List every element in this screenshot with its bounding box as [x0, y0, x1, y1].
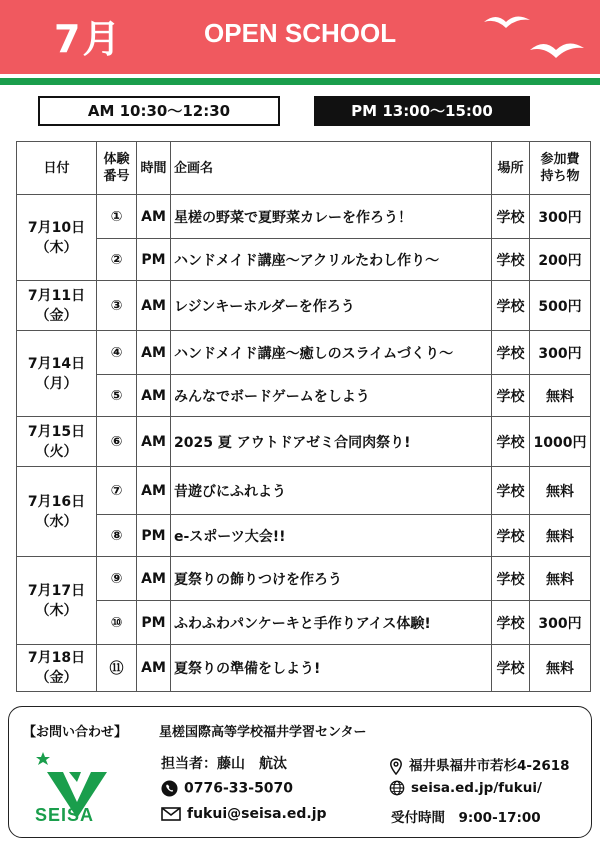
schedule-table: [16, 141, 591, 692]
name-cell: ふわふわパンケーキと手作りアイス体験!: [171, 601, 492, 645]
number-cell: ⑨: [97, 557, 137, 601]
header-fee: 参加費 持ち物: [530, 142, 591, 195]
name-cell: ハンドメイド講座～癒しのスライムづくり～: [171, 331, 492, 375]
name-cell: e-スポーツ大会!!: [171, 515, 492, 557]
date-cell: 7月11日 （金）: [17, 281, 97, 331]
seagulls-icon: [478, 8, 588, 66]
globe-icon: [389, 780, 405, 796]
date-cell: 7月14日 （月）: [17, 331, 97, 417]
number-cell: ④: [97, 331, 137, 375]
fee-cell: 1000円: [530, 417, 591, 467]
website[interactable]: seisa.ed.jp/fukui/: [389, 780, 542, 796]
time-cell: PM: [137, 601, 171, 645]
date-cell: 7月16日 （水）: [17, 467, 97, 557]
name-cell: 2025 夏 アウトドアゼミ合同肉祭り!: [171, 417, 492, 467]
date-cell: 7月17日 （木）: [17, 557, 97, 645]
location-pin-icon: [389, 758, 403, 775]
fee-cell: 200円: [530, 239, 591, 281]
number-cell: ⑪: [97, 645, 137, 692]
phone-icon: [161, 780, 178, 797]
name-cell: ハンドメイド講座～アクリルたわし作り～: [171, 239, 492, 281]
number-cell: ①: [97, 195, 137, 239]
table-row: [17, 417, 591, 467]
fee-cell: 500円: [530, 281, 591, 331]
time-cell: AM: [137, 645, 171, 692]
number-cell: ⑧: [97, 515, 137, 557]
header-time: 時間: [137, 142, 171, 195]
number-cell: ③: [97, 281, 137, 331]
name-cell: 星槎の野菜で夏野菜カレーを作ろう！: [171, 195, 492, 239]
date-cell: 7月18日 （金）: [17, 645, 97, 692]
time-cell: AM: [137, 331, 171, 375]
organization-name: 星槎国際高等学校福井学習センター: [159, 725, 367, 740]
number-cell: ②: [97, 239, 137, 281]
time-cell: AM: [137, 417, 171, 467]
header-date: 日付: [17, 142, 97, 195]
header-stripe-green: [0, 78, 600, 85]
month-label: 7月: [54, 17, 123, 61]
page-title: OPEN SCHOOL: [204, 18, 397, 48]
fee-cell: 300円: [530, 601, 591, 645]
name-cell: 昔遊びにふれよう: [171, 467, 492, 515]
time-cell: PM: [137, 515, 171, 557]
time-cell: PM: [137, 239, 171, 281]
table-row: [17, 281, 591, 331]
number-cell: ⑤: [97, 375, 137, 417]
table-row: [17, 515, 591, 557]
time-cell: AM: [137, 375, 171, 417]
place-cell: 学校: [492, 417, 530, 467]
fee-cell: 無料: [530, 645, 591, 692]
table-row: [17, 239, 591, 281]
fee-cell: 300円: [530, 331, 591, 375]
place-cell: 学校: [492, 195, 530, 239]
fee-cell: 無料: [530, 515, 591, 557]
number-cell: ⑥: [97, 417, 137, 467]
fee-cell: 300円: [530, 195, 591, 239]
contact-box: [8, 706, 592, 838]
fee-cell: 無料: [530, 375, 591, 417]
place-cell: 学校: [492, 281, 530, 331]
contact-label: 【お問い合わせ】: [23, 725, 128, 740]
am-session-time: AM 10:30～12:30: [38, 96, 280, 126]
place-cell: 学校: [492, 645, 530, 692]
table-row: [17, 195, 591, 239]
place-cell: 学校: [492, 375, 530, 417]
header-banner: [0, 0, 600, 74]
header-number: 体験 番号: [97, 142, 137, 195]
table-row: [17, 467, 591, 515]
mail-icon: [161, 807, 181, 821]
time-cell: AM: [137, 467, 171, 515]
header-place: 場所: [492, 142, 530, 195]
name-cell: レジンキーホルダーを作ろう: [171, 281, 492, 331]
table-row: [17, 645, 591, 692]
time-cell: AM: [137, 557, 171, 601]
place-cell: 学校: [492, 331, 530, 375]
logo-text: SEISA: [35, 805, 95, 825]
name-cell: 夏祭りの飾りつけを作ろう: [171, 557, 492, 601]
fee-cell: 無料: [530, 467, 591, 515]
name-cell: 夏祭りの準備をしよう!: [171, 645, 492, 692]
place-cell: 学校: [492, 239, 530, 281]
reception-hours: 受付時間 9:00-17:00: [391, 810, 541, 826]
time-cell: AM: [137, 195, 171, 239]
place-cell: 学校: [492, 515, 530, 557]
table-header-row: [17, 142, 591, 195]
table-row: [17, 601, 591, 645]
table-row: [17, 375, 591, 417]
contact-person: 担当者：藤山 航汰: [161, 756, 287, 772]
address: 福井県福井市若杉4-2618: [389, 754, 570, 775]
time-cell: AM: [137, 281, 171, 331]
phone: 0776-33-5070: [161, 780, 293, 797]
header-name: 企画名: [171, 142, 492, 195]
table-row: [17, 557, 591, 601]
number-cell: ⑩: [97, 601, 137, 645]
place-cell: 学校: [492, 601, 530, 645]
email[interactable]: fukui@seisa.ed.jp: [161, 806, 327, 822]
date-cell: 7月10日 （木）: [17, 195, 97, 281]
table-row: [17, 331, 591, 375]
place-cell: 学校: [492, 557, 530, 601]
fee-cell: 無料: [530, 557, 591, 601]
date-cell: 7月15日 （火）: [17, 417, 97, 467]
name-cell: みんなでボードゲームをしよう: [171, 375, 492, 417]
number-cell: ⑦: [97, 467, 137, 515]
place-cell: 学校: [492, 467, 530, 515]
pm-session-time: PM 13:00～15:00: [314, 96, 530, 126]
